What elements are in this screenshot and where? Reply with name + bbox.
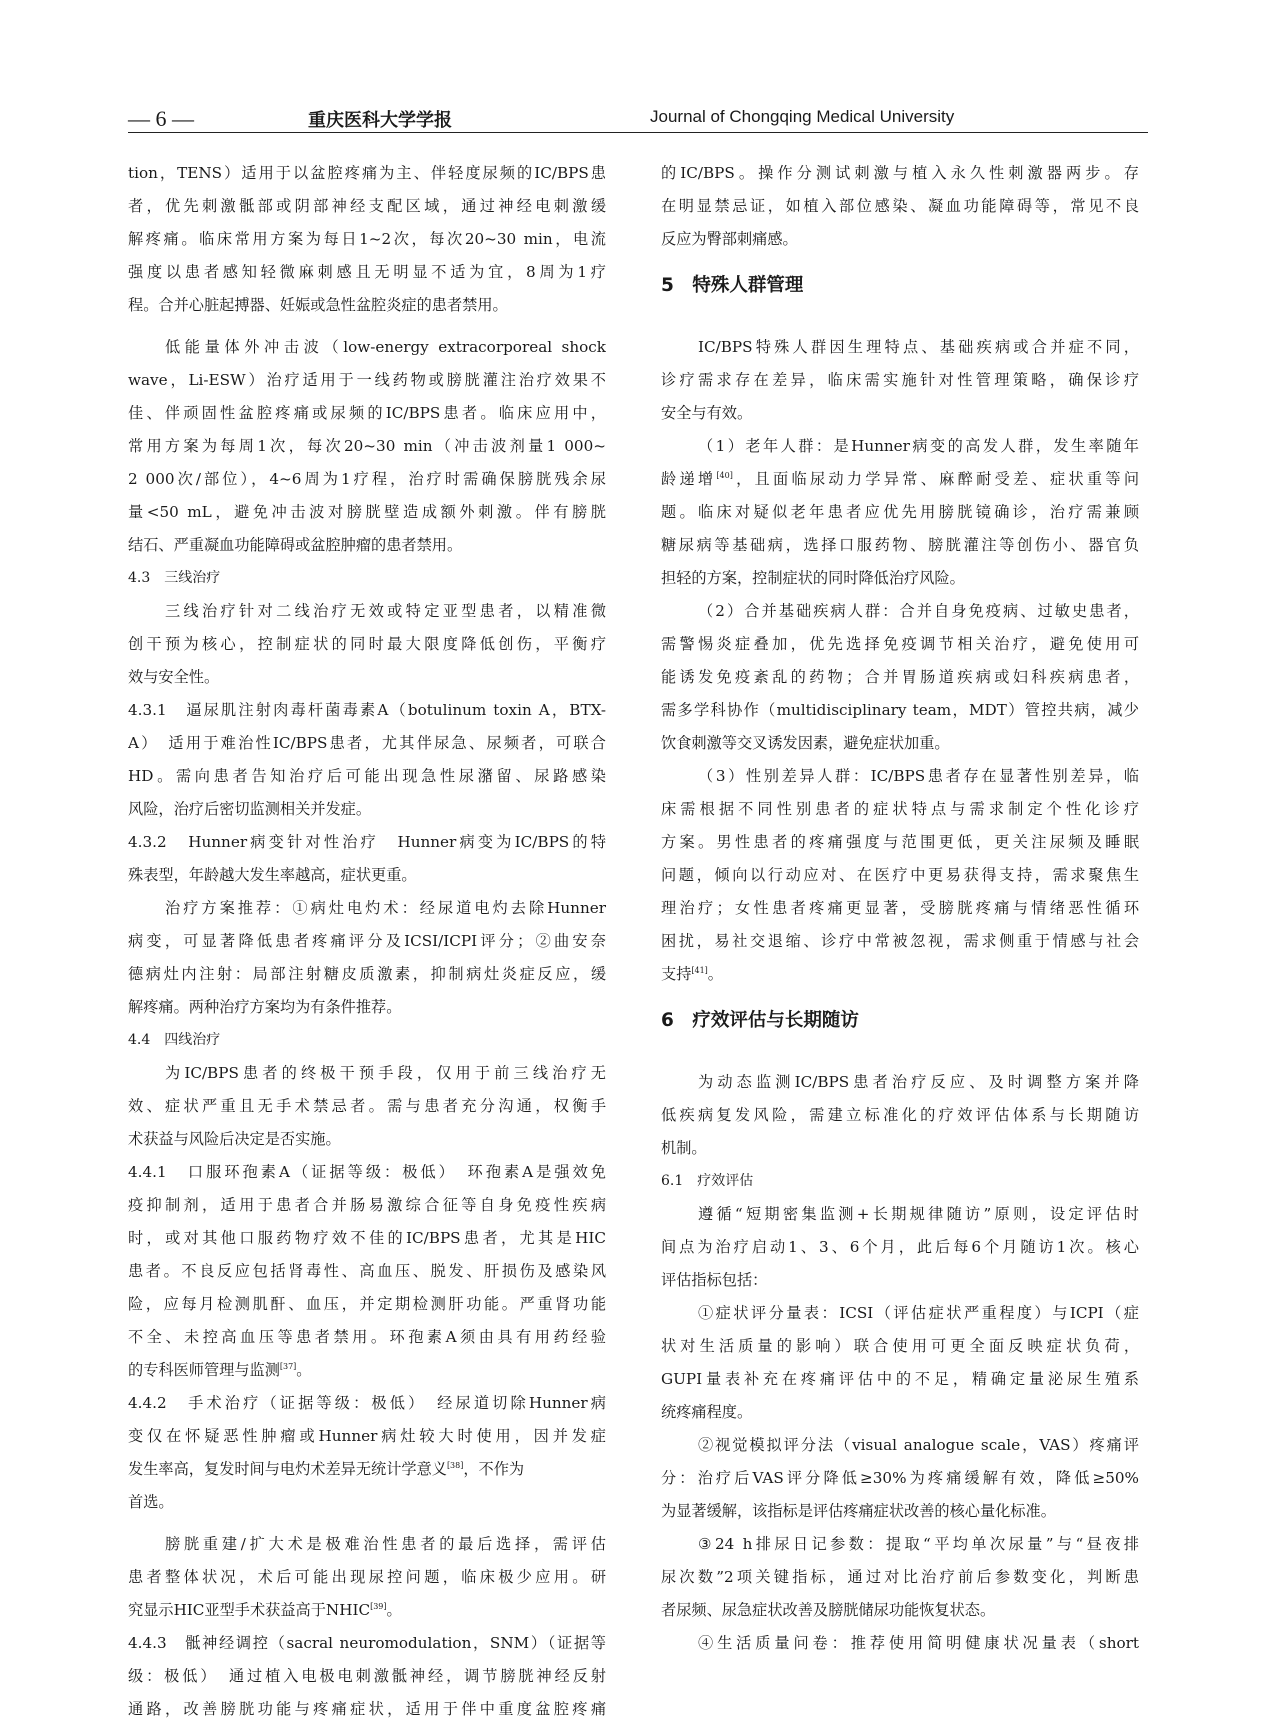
text-line: IC/BPS特殊人群因生理特点、基础疾病或合并症不同， [698,338,1139,356]
text-line: A） 适用于难治性IC/BPS患者，尤其伴尿急、尿频者，可联合 [128,734,606,752]
text-line: 遵循“短期密集监测+长期规律随访”原则，设定评估时 [698,1205,1139,1223]
text-line: 问题，倾向以行动应对、在医疗中更易获得支持，需求聚焦生 [661,866,1139,884]
text-line: ③24 h排尿日记参数：提取“平均单次尿量”与“昼夜排 [698,1535,1139,1553]
text-line: 需多学科协作（multidisciplinary team，MDT）管控共病，减少 [661,701,1139,719]
text-line: 饮食刺激等交叉诱发因素，避免症状加重。 [661,734,950,752]
section-heading: 5 特殊人群管理 [661,275,804,296]
section-heading: 6 疗效评估与长期随访 [661,1010,859,1031]
text-line: 状对生活质量的影响）联合使用可更全面反映症状负荷， [661,1337,1139,1355]
text-line: 反应为臀部刺痛感。 [661,230,798,248]
text-line: 4.4 四线治疗 [128,1032,221,1048]
text-line: 变仅在怀疑恶性肿瘤或Hunner病灶较大时使用，因并发症 [128,1427,606,1445]
text-line: HD。需向患者告知治疗后可能出现急性尿潴留、尿路感染 [128,767,606,785]
text-line: 患者。不良反应包括肾毒性、高血压、脱发、肝损伤及感染风 [128,1262,606,1280]
text-line: ④生活质量问卷：推荐使用简明健康状况量表（short [698,1634,1139,1652]
text-line: ②视觉模拟评分法（visual analogue scale，VAS）疼痛评 [698,1436,1139,1454]
citation-ref: [37] [279,1361,297,1371]
text-line: 间点为治疗启动1、3、6个月，此后每6个月随访1次。核心 [661,1238,1139,1256]
journal-title-cn: 重庆医科大学学报 [308,110,452,131]
text-line: 6.1 疗效评估 [661,1173,754,1189]
text-line: 时，或对其他口服药物疗效不佳的IC/BPS患者，尤其是HIC [128,1229,606,1247]
text-line: 发生率高，复发时间与电灼术差异无统计学意义[38]，不作为 [128,1460,525,1478]
text-line: 评估指标包括： [661,1271,768,1289]
text-line: 风险，治疗后密切监测相关并发症。 [128,800,371,818]
text-line: （3）性别差异人群：IC/BPS患者存在显著性别差异，临 [698,767,1139,785]
text-line: 龄递增[40]，且面临尿动力学异常、麻醉耐受差、症状重等问 [661,470,1139,488]
text-line: 4.3 三线治疗 [128,570,221,586]
text-line: 尿次数”2项关键指标，通过对比治疗前后参数变化，判断患 [661,1568,1139,1586]
text-line: （2）合并基础疾病人群：合并自身免疫病、过敏史患者， [698,602,1139,620]
text-line: 分：治疗后VAS评分降低≥30%为疼痛缓解有效，降低≥50% [661,1469,1139,1487]
text-line: 统疼痛程度。 [661,1403,753,1421]
text-line: 方案。男性患者的疼痛强度与范围更低，更关注尿频及睡眠 [661,833,1139,851]
text-line: tion，TENS）适用于以盆腔疼痛为主、伴轻度尿频的IC/BPS患 [128,164,606,182]
text-line: 首选。 [128,1493,174,1511]
running-header [128,102,1148,133]
text-line: 的IC/BPS。操作分测试刺激与植入永久性刺激器两步。存 [661,164,1139,182]
text-line: 在明显禁忌证，如植入部位感染、凝血功能障碍等，常见不良 [661,197,1139,215]
text-line: 困扰，易社交退缩、诊疗中常被忽视，需求侧重于情感与社会 [661,932,1139,950]
text-line: 支持[41]。 [661,965,723,983]
text-line: GUPI量表补充在疼痛评估中的不足，精确定量泌尿生殖系 [661,1370,1139,1388]
text-line: 究显示HIC亚型手术获益高于NHIC[39]。 [128,1601,402,1619]
text-line: 术获益与风险后决定是否实施。 [128,1130,341,1148]
text-line: 解疼痛。临床常用方案为每日1~2次，每次20~30 min，电流 [128,230,606,248]
text-line: 为显著缓解，该指标是评估疼痛症状改善的核心量化标准。 [661,1502,1056,1520]
text-line: 强度以患者感知轻微麻刺感且无明显不适为宜，8周为1疗 [128,263,606,281]
text-line: 床需根据不同性别患者的症状特点与需求制定个性化诊疗 [661,800,1139,818]
text-line: 者，优先刺激骶部或阴部神经支配区域，通过神经电刺激缓 [128,197,606,215]
text-line: 三线治疗针对二线治疗无效或特定亚型患者，以精准微 [165,602,606,620]
text-line: 通路，改善膀胱功能与疼痛症状，适用于伴中重度盆腔疼痛 [128,1700,606,1718]
text-line: 4.3.2 Hunner病变针对性治疗 Hunner病变为IC/BPS的特 [128,833,606,851]
text-line: 效、症状严重且无手术禁忌者。需与患者充分沟通，权衡手 [128,1097,606,1115]
text-line: 病变，可显著降低患者疼痛评分及ICSI/ICPI评分；②曲安奈 [128,932,606,950]
text-line: 级：极低） 通过植入电极电刺激骶神经，调节膀胱神经反射 [128,1667,606,1685]
text-line: 创干预为核心，控制症状的同时最大限度降低创伤，平衡疗 [128,635,606,653]
text-line: 量<50 mL，避免冲击波对膀胱壁造成额外刺激。伴有膀胱 [128,503,606,521]
text-line: 4.4.3 骶神经调控（sacral neuromodulation，SNM）（证据等 [128,1634,606,1652]
journal-title-en: Journal of Chongqing Medical University [650,107,955,126]
text-line: 4.3.1 逼尿肌注射肉毒杆菌毒素A（botulinum toxin A，BTX- [128,701,606,719]
text-line: 德病灶内注射：局部注射糖皮质激素，抑制病灶炎症反应，缓 [128,965,606,983]
text-line: 机制。 [661,1139,707,1157]
citation-ref: [39] [370,1601,387,1611]
text-line: 4.4.1 口服环孢素A（证据等级：极低） 环孢素A是强效免 [128,1163,606,1181]
text-line: 需警惕炎症叠加，优先选择免疫调节相关治疗，避免使用可 [661,635,1139,653]
text-line: 低疾病复发风险，需建立标准化的疗效评估体系与长期随访 [661,1106,1139,1124]
citation-ref: [38] [446,1460,464,1470]
text-line: 低能量体外冲击波（low-energy extracorporeal shock [165,338,606,356]
text-line: 担轻的方案，控制症状的同时降低治疗风险。 [661,569,965,587]
text-line: 4.4.2 手术治疗（证据等级：极低） 经尿道切除Hunner病 [128,1394,606,1412]
text-line: 常用方案为每周1次，每次20~30 min（冲击波剂量1 000~ [128,437,606,455]
text-line: 题。临床对疑似老年患者应优先用膀胱镜确诊，治疗需兼顾 [661,503,1139,521]
text-line: 解疼痛。两种治疗方案均为有条件推荐。 [128,998,402,1016]
text-line: 膀胱重建/扩大术是极难治性患者的最后选择，需评估 [165,1535,606,1553]
text-line: 2 000次/部位），4~6周为1疗程，治疗时需确保膀胱残余尿 [128,470,606,488]
text-line: 殊表型，年龄越大发生率越高，症状更重。 [128,866,417,884]
text-line: 程。合并心脏起搏器、妊娠或急性盆腔炎症的患者禁用。 [128,296,508,314]
text-line: 理治疗；女性患者疼痛更显著，受膀胱疼痛与情绪恶性循环 [661,899,1139,917]
text-line: 能诱发免疫紊乱的药物；合并胃肠道疾病或妇科疾病患者， [661,668,1139,686]
text-line: 不全、未控高血压等患者禁用。环孢素A须由具有用药经验 [128,1328,606,1346]
text-line: 诊疗需求存在差异，临床需实施针对性管理策略，确保诊疗 [661,371,1139,389]
text-line: 险，应每月检测肌酐、血压，并定期检测肝功能。严重肾功能 [128,1295,606,1313]
text-line: 治疗方案推荐：①病灶电灼术：经尿道电灼去除Hunner [165,899,606,917]
citation-ref: [40] [716,470,733,480]
text-line: 效与安全性。 [128,668,220,686]
text-line: 者尿频、尿急症状改善及膀胱储尿功能恢复状态。 [661,1601,996,1619]
text-line: ①症状评分量表：ICSI（评估症状严重程度）与ICPI（症 [698,1304,1139,1322]
page-number: — 6 — [128,106,194,131]
text-line: 安全与有效。 [661,404,753,422]
text-line: 疫抑制剂，适用于患者合并肠易激综合征等自身免疫性疾病 [128,1196,606,1214]
text-line: 糖尿病等基础病，选择口服药物、膀胱灌注等创伤小、器官负 [661,536,1139,554]
text-line: 佳、伴顽固性盆腔疼痛或尿频的IC/BPS患者。临床应用中， [128,404,606,422]
text-line: 为动态监测IC/BPS患者治疗反应、及时调整方案并降 [698,1073,1139,1091]
text-line: （1）老年人群：是Hunner病变的高发人群，发生率随年 [698,437,1139,455]
text-line: 结石、严重凝血功能障碍或盆腔肿瘤的患者禁用。 [128,536,463,554]
text-line: wave，Li-ESW）治疗适用于一线药物或膀胱灌注治疗效果不 [128,371,606,389]
text-line: 为IC/BPS患者的终极干预手段，仅用于前三线治疗无 [165,1064,606,1082]
text-line: 的专科医师管理与监测[37]。 [128,1361,312,1379]
citation-ref: [41] [691,965,708,975]
text-line: 患者整体状况，术后可能出现尿控问题，临床极少应用。研 [128,1568,606,1586]
